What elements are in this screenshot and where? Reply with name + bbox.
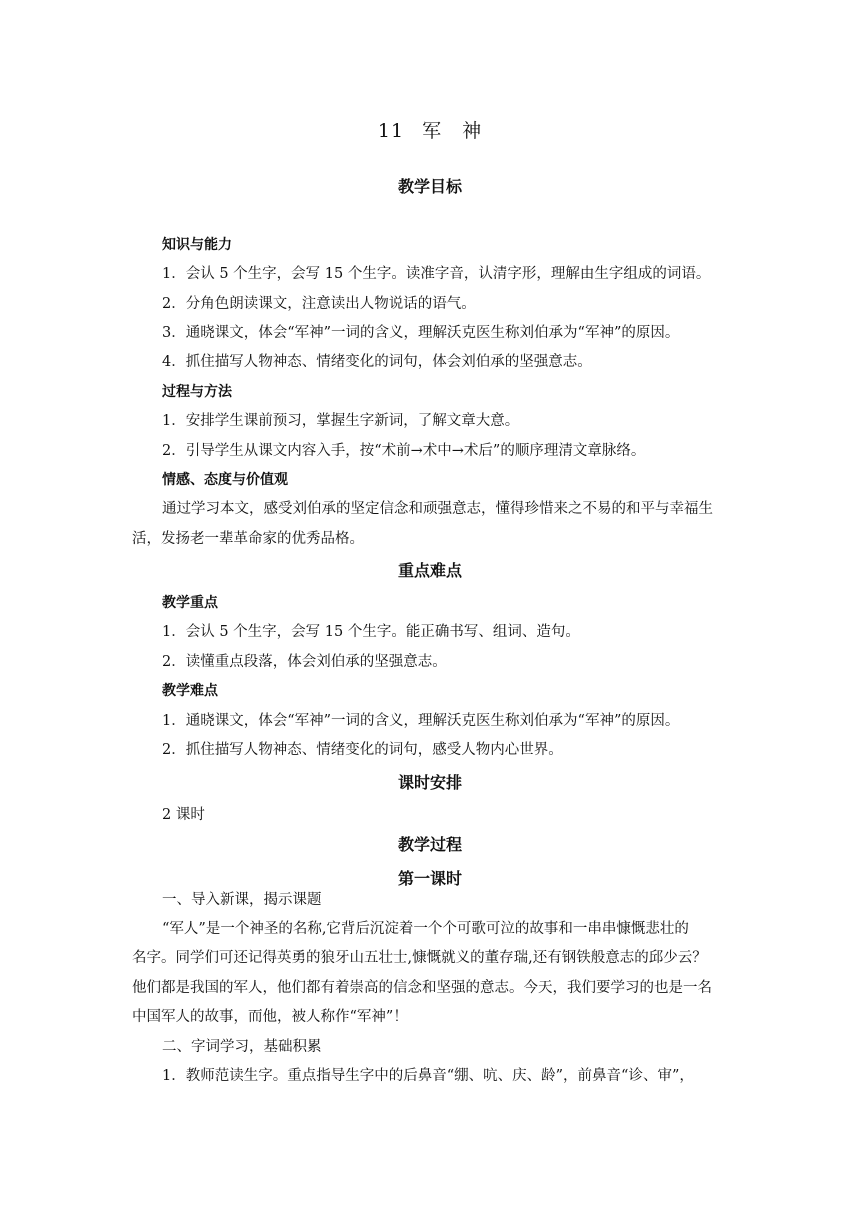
part1-text-line: 中国军人的故事，而他，被人称作“军神”！ (132, 1009, 408, 1025)
page-title (0, 116, 860, 143)
emotion-text-line: 活，发扬老一辈革命家的优秀品格。 (132, 531, 364, 547)
knowledge-item: 3．通晓课文，体会“军神”一词的含义，理解沃克医生称刘伯承为“军神”的原因。 (162, 325, 680, 341)
lesson-number: 11 (377, 120, 405, 142)
knowledge-item: 2．分角色朗读课文，注意读出人物说话的语气。 (162, 296, 476, 312)
section-heading-key-points: 重点难点 (397, 561, 462, 580)
subheading-emotion: 情感、态度与价值观 (162, 472, 288, 488)
part1-heading: 一、导入新课，揭示课题 (162, 892, 322, 908)
schedule-value: 2 课时 (162, 807, 205, 823)
part2-text-line: 1．教师范读生字。重点指导生字中的后鼻音“绷、吭、庆、龄”，前鼻音“诊、审”， (162, 1068, 694, 1084)
section-heading-objectives: 教学目标 (397, 177, 462, 196)
teaching-difficulty-item: 2．抓住描写人物神态、情绪变化的词句，感受人物内心世界。 (162, 742, 563, 758)
emotion-text-line: 通过学习本文，感受刘伯承的坚定信念和顽强意志，懂得珍惜来之不易的和平与幸福生 (162, 501, 713, 517)
section-heading-schedule: 课时安排 (397, 773, 462, 792)
part1-text-line: 名字。同学们可还记得英勇的狼牙山五壮士,慷慨就义的董存瑞,还有钢铁般意志的邱少云？ (132, 950, 707, 966)
process-method-item: 1．安排学生课前预习，掌握生字新词，了解文章大意。 (162, 413, 520, 429)
teaching-difficulty-item: 1．通晓课文，体会“军神”一词的含义，理解沃克医生称刘伯承为“军神”的原因。 (162, 713, 680, 729)
section-heading-process: 教学过程 (397, 835, 462, 854)
knowledge-item: 4．抓住描写人物神态、情绪变化的词句，体会刘伯承的坚强意志。 (162, 354, 592, 370)
subheading-knowledge: 知识与能力 (162, 237, 232, 253)
subheading-teaching-focus: 教学重点 (162, 595, 218, 611)
process-method-item: 2．引导学生从课文内容入手，按“术前→术中→术后”的顺序理清文章脉络。 (162, 443, 646, 459)
subheading-first-lesson: 第一课时 (397, 869, 462, 888)
part1-text-line: “军人”是一个神圣的名称,它背后沉淀着一个个可歌可泣的故事和一串串慷慨悲壮的 (162, 921, 689, 937)
teaching-focus-item: 2．读懂重点段落，体会刘伯承的坚强意志。 (162, 654, 447, 670)
subheading-process-method: 过程与方法 (162, 384, 232, 400)
knowledge-item: 1．会认 5 个生字，会写 15 个生字。读准字音，认清字形，理解由生字组成的词语。 (162, 266, 711, 282)
lesson-title: 军 神 (422, 120, 483, 142)
part2-heading: 二、字词学习，基础积累 (162, 1039, 322, 1055)
subheading-teaching-difficulty: 教学难点 (162, 683, 218, 699)
teaching-focus-item: 1．会认 5 个生字，会写 15 个生字。能正确书写、组词、造句。 (162, 624, 580, 640)
part1-text-line: 他们都是我国的军人，他们都有着崇高的信念和坚强的意志。今天，我们要学习的也是一名 (132, 980, 712, 996)
